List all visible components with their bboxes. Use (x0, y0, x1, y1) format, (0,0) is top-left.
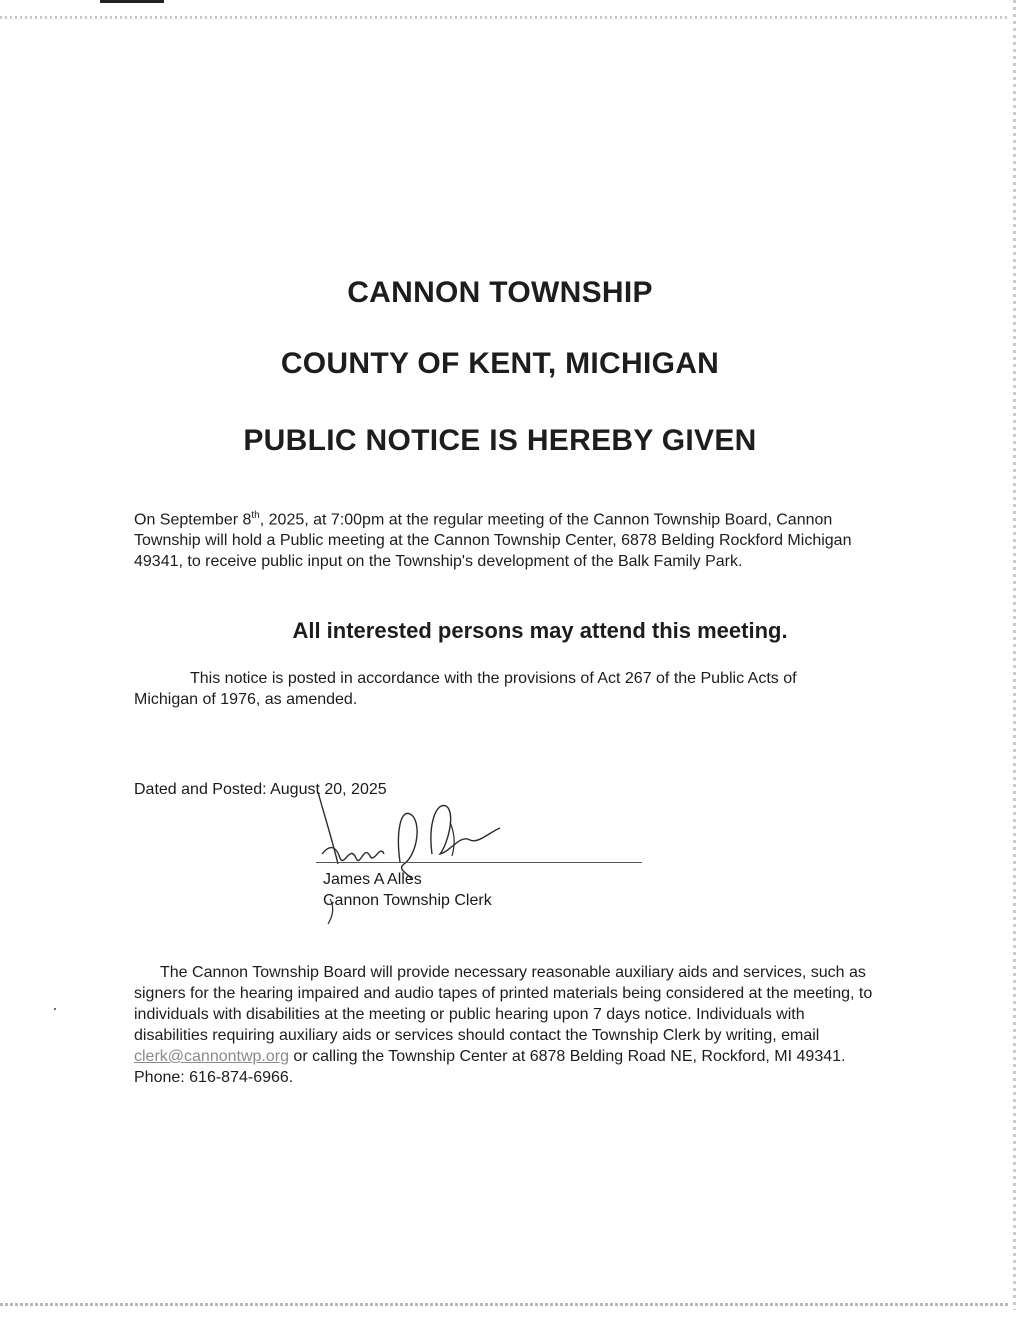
meeting-details-text: , 2025, at 7:00pm at the regular meeting of the Cannon Township Board, Cannon Township will hold a Public meeting at the Cannon Township Center, 6878 Belding Rockford Michigan 49341, to receive public input on the Township's development of the Balk Family Park. (134, 511, 852, 571)
attend-statement: All interested persons may attend this meeting. (292, 618, 788, 643)
scan-edge-right (1013, 0, 1016, 1310)
clerk-title: Cannon Township Clerk (323, 892, 492, 909)
meeting-date-text: On September 8 (134, 511, 252, 529)
meeting-paragraph (134, 505, 854, 572)
heading-public-notice: PUBLIC NOTICE IS HEREBY GIVEN (243, 424, 757, 457)
signature-line (316, 862, 642, 863)
clerk-name: James A Alles (323, 871, 422, 888)
act-text: This notice is posted in accordance with the provisions of Act 267 of the Public Acts of Michigan of 1976, as amended. (134, 670, 797, 708)
scan-edge-top (0, 16, 1010, 19)
date-superscript: th (251, 510, 260, 521)
ada-contact-text: or calling the Township Center at 6878 Belding Road NE, Rockford, MI 49341. Phone: 616-874-6966. (134, 1048, 846, 1086)
scan-edge-bottom (0, 1303, 1010, 1306)
act-paragraph (134, 668, 864, 710)
scan-mark-top (100, 0, 164, 3)
scan-speck (54, 1008, 56, 1010)
heading-township: CANNON TOWNSHIP (347, 276, 653, 309)
ada-text: The Cannon Township Board will provide necessary reasonable auxiliary aids and services, such as signers for the hearing impaired and audio tapes of printed materials being considered at the meeting, to individuals with disabilities at the meeting or public hearing upon 7 days notice. Individuals with disabilities requiring auxiliary aids or services should contact the Township Clerk by writing, email (134, 964, 873, 1044)
ada-paragraph (134, 962, 874, 1088)
heading-county: COUNTY OF KENT, MICHIGAN (280, 347, 720, 380)
clerk-email-link[interactable]: clerk@cannontwp.org (134, 1048, 289, 1065)
dated-posted: Dated and Posted: August 20, 2025 (134, 781, 387, 798)
clerk-signature (300, 784, 520, 944)
